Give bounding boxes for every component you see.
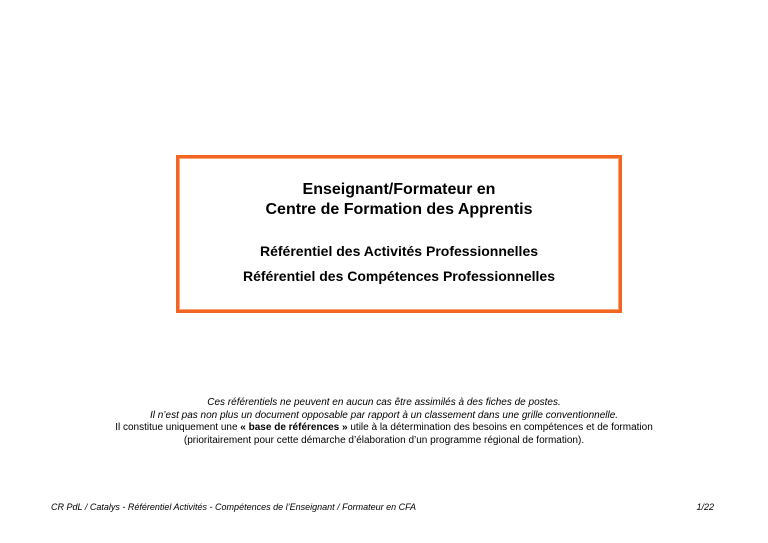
page-number: 1/22 xyxy=(696,502,714,512)
disclaimer-line-1: Ces référentiels ne peuvent en aucun cas être assimilés à des fiches de postes. xyxy=(207,397,561,408)
base-references-emphasis: « base de références » xyxy=(240,422,348,433)
disclaimer-line-3 xyxy=(0,422,768,435)
subtitle-competences: Référentiel des Compétences Professionnelles xyxy=(243,268,555,284)
disclaimer-line-2: Il n’est pas non plus un document opposable par rapport à un classement dans une grille conventionnelle. xyxy=(149,409,619,421)
title-line-1: Enseignant/Formateur en xyxy=(302,181,496,198)
disclaimer-line-4: (prioritairement pour cette démarche d’élaboration d’un programme régional de formation). xyxy=(183,434,585,446)
disclaimer xyxy=(0,397,768,447)
document-title xyxy=(179,180,619,220)
subtitle-activities: Référentiel des Activités Professionnelles xyxy=(259,243,539,259)
footer-source: CR PdL / Catalys - Référentiel Activités - Compétences de l’Enseignant / Formateur en CFA xyxy=(51,502,416,512)
title-line-2: Centre de Formation des Apprentis xyxy=(265,201,533,218)
disclaimer-line-3-end: utile à la détermination des besoins en compétences et de formation xyxy=(347,422,653,433)
title-box xyxy=(176,155,622,313)
disclaimer-line-3-start: Il constitue uniquement une xyxy=(115,422,241,433)
